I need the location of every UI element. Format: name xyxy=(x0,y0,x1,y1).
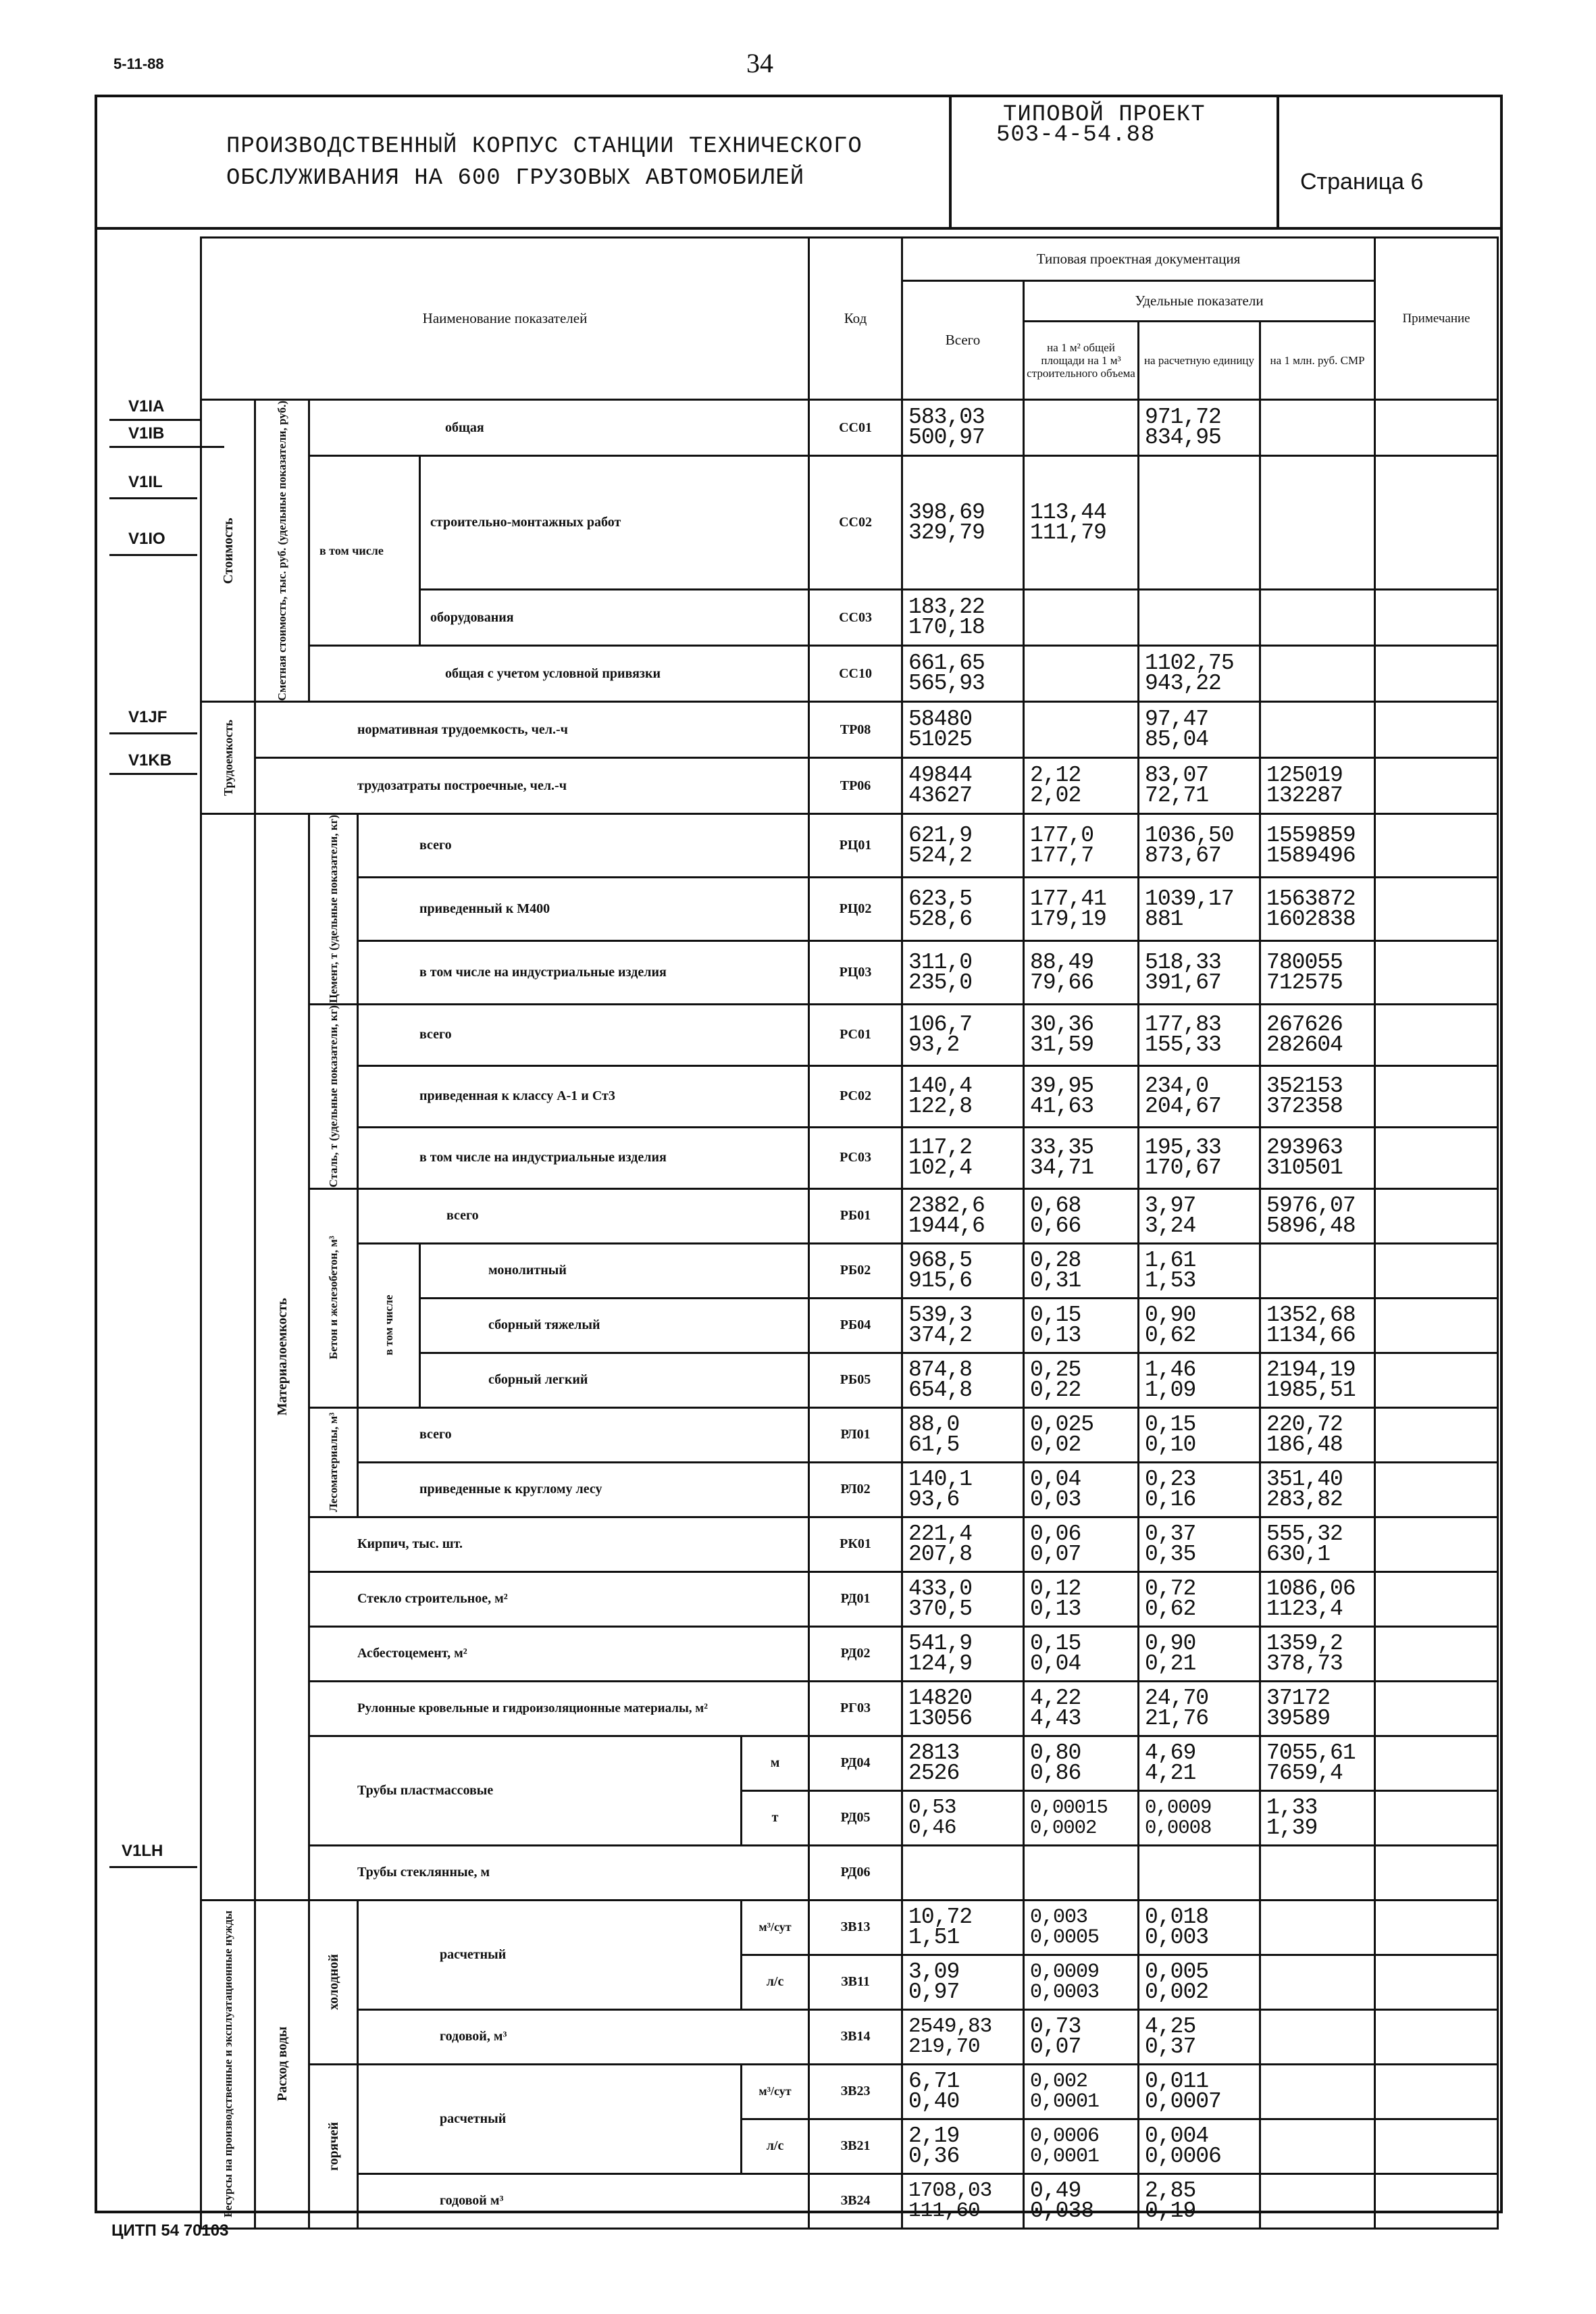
row-area: 4,22 4,43 xyxy=(1024,1681,1139,1736)
footer-code: ЦИТП 54 70103 xyxy=(111,2221,229,2240)
row-unit: 97,47 85,04 xyxy=(1139,702,1260,758)
table-row xyxy=(201,1845,1498,1900)
col-specific-group: Удельные показатели xyxy=(1024,281,1375,322)
row-code: РД01 xyxy=(809,1571,902,1626)
row-mln xyxy=(1260,590,1375,646)
row-code: РБ04 xyxy=(809,1298,902,1353)
row-total: 106,7 93,2 xyxy=(902,1005,1024,1066)
row-label: сборный легкий xyxy=(420,1353,809,1407)
row-total: 2,19 0,36 xyxy=(902,2119,1024,2173)
row-code: РЦ03 xyxy=(809,941,902,1005)
marker-v1kb: V1KB xyxy=(128,751,172,770)
row-area: 0,28 0,31 xyxy=(1024,1243,1139,1298)
table-row xyxy=(201,1626,1498,1681)
row-code: ЗВ23 xyxy=(809,2064,902,2119)
row-mln: 1559859 1589496 xyxy=(1260,814,1375,878)
col-doc-group: Типовая проектная документация xyxy=(902,238,1375,281)
title-line-2: ОБСЛУЖИВАНИЯ НА 600 ГРУЗОВЫХ АВТОМОБИЛЕЙ xyxy=(226,166,805,191)
row-total: 183,22 170,18 xyxy=(902,590,1024,646)
row-label: в том числе на индустриальные изделия xyxy=(358,941,809,1005)
row-mln: 37172 39589 xyxy=(1260,1681,1375,1736)
row-total: 3,09 0,97 xyxy=(902,1955,1024,2009)
row-area: 0,0006 0,0001 xyxy=(1024,2119,1139,2173)
row-mln xyxy=(1260,2009,1375,2064)
row-mln xyxy=(1260,2119,1375,2173)
row-unit: 177,83 155,33 xyxy=(1139,1005,1260,1066)
row-total: 661,65 565,93 xyxy=(902,646,1024,702)
row-mln xyxy=(1260,456,1375,590)
row-total: 2549,83 219,70 xyxy=(902,2009,1024,2064)
row-area: 0,003 0,0005 xyxy=(1024,1900,1139,1955)
row-unit: 0,005 0,002 xyxy=(1139,1955,1260,2009)
group-timber: Лесоматериалы, м³ xyxy=(309,1407,358,1517)
row-total: 14820 13056 xyxy=(902,1681,1024,1736)
row-label: строительно-монтажных работ xyxy=(420,456,809,590)
table-row xyxy=(201,878,1498,941)
row-label: трудозатраты построечные, чел.-ч xyxy=(255,758,809,814)
row-mln: 1359,2 378,73 xyxy=(1260,1626,1375,1681)
indicator-table xyxy=(200,399,1499,2230)
row-area: 33,35 34,71 xyxy=(1024,1127,1139,1188)
table-row xyxy=(201,758,1498,814)
sheet-label: Страница 6 xyxy=(1300,169,1424,195)
row-unit: 1,46 1,09 xyxy=(1139,1353,1260,1407)
group-labor: Трудоемкость xyxy=(201,702,255,814)
row-code: РК01 xyxy=(809,1517,902,1571)
table-row xyxy=(201,646,1498,702)
row-total: 621,9 524,2 xyxy=(902,814,1024,878)
group-cost: Стоимость xyxy=(201,400,255,702)
row-unit: 3,97 3,24 xyxy=(1139,1188,1260,1243)
row-unit: 0,0009 0,0008 xyxy=(1139,1790,1260,1845)
row-mln xyxy=(1260,1955,1375,2009)
row-total: 0,53 0,46 xyxy=(902,1790,1024,1845)
row-unit: 0,90 0,62 xyxy=(1139,1298,1260,1353)
row-total: 6,71 0,40 xyxy=(902,2064,1024,2119)
row-unit: 2,85 0,19 xyxy=(1139,2173,1260,2228)
row-area: 2,12 2,02 xyxy=(1024,758,1139,814)
col-per-area: на 1 м² общей площади на 1 м³ строительного объема xyxy=(1024,322,1139,400)
row-mln xyxy=(1260,1900,1375,1955)
row-label: приведенные к круглому лесу xyxy=(358,1462,809,1517)
row-area xyxy=(1024,646,1139,702)
col-code: Код xyxy=(809,238,902,400)
row-label: расчетный xyxy=(358,2064,742,2173)
row-area: 0,68 0,66 xyxy=(1024,1188,1139,1243)
row-code: ТР08 xyxy=(809,702,902,758)
row-label: Рулонные кровельные и гидроизоляционные материалы, м² xyxy=(309,1681,809,1736)
title-line-1: ПРОИЗВОДСТВЕННЫЙ КОРПУС СТАНЦИИ ТЕХНИЧЕСКОГО xyxy=(226,134,863,159)
row-label: Кирпич, тыс. шт. xyxy=(309,1517,809,1571)
row-area: 0,12 0,13 xyxy=(1024,1571,1139,1626)
table-row xyxy=(201,1005,1498,1066)
table-row xyxy=(201,1065,1498,1127)
row-label: оборудования xyxy=(420,590,809,646)
row-unit: 0,23 0,16 xyxy=(1139,1462,1260,1517)
row-area: 177,41 179,19 xyxy=(1024,878,1139,941)
row-area xyxy=(1024,702,1139,758)
row-area: 0,00015 0,0002 xyxy=(1024,1790,1139,1845)
row-total: 1708,03 111,60 xyxy=(902,2173,1024,2228)
row-unit: 0,90 0,21 xyxy=(1139,1626,1260,1681)
group-materials: Материалоемкость xyxy=(255,814,309,1900)
row-unit-label: м³/сут xyxy=(742,2064,809,2119)
project-label: ТИПОВОЙ ПРОЕКТ xyxy=(1003,102,1206,128)
group-concrete-incl: в том числе xyxy=(358,1243,420,1407)
table-row xyxy=(201,2173,1498,2228)
row-label: расчетный xyxy=(358,1900,742,2009)
table-row xyxy=(201,1571,1498,1626)
row-total: 140,4 122,8 xyxy=(902,1065,1024,1127)
marker-v1lh: V1LH xyxy=(122,1842,163,1860)
row-code: ЗВ21 xyxy=(809,2119,902,2173)
row-area xyxy=(1024,1845,1139,1900)
group-cement: Цемент, т (удельные показатели, кг) xyxy=(309,814,358,1005)
row-label: годовой, м³ xyxy=(358,2009,809,2064)
col-total: Всего xyxy=(902,281,1024,400)
row-code: ЗВ24 xyxy=(809,2173,902,2228)
marker-v1jf: V1JF xyxy=(128,708,168,726)
row-mln xyxy=(1260,2064,1375,2119)
row-area: 0,0009 0,0003 xyxy=(1024,1955,1139,2009)
row-mln: 352153 372358 xyxy=(1260,1065,1375,1127)
col-per-unit: на расчетную единицу xyxy=(1139,322,1260,400)
row-unit xyxy=(1139,590,1260,646)
row-total: 2813 2526 xyxy=(902,1736,1024,1790)
row-mln xyxy=(1260,2173,1375,2228)
row-code: РБ01 xyxy=(809,1188,902,1243)
row-unit: 0,018 0,003 xyxy=(1139,1900,1260,1955)
group-resources: Ресурсы на производственные и эксплуатационные нужды xyxy=(201,1900,255,2228)
row-unit: 971,72 834,95 xyxy=(1139,400,1260,456)
row-unit: 0,011 0,0007 xyxy=(1139,2064,1260,2119)
row-area: 30,36 31,59 xyxy=(1024,1005,1139,1066)
row-label: монолитный xyxy=(420,1243,809,1298)
page-number: 34 xyxy=(746,48,773,78)
col-note: Примечание xyxy=(1375,238,1498,400)
row-area: 39,95 41,63 xyxy=(1024,1065,1139,1127)
row-label: всего xyxy=(358,814,809,878)
row-total xyxy=(902,1845,1024,1900)
row-mln xyxy=(1260,400,1375,456)
marker-v1io: V1IO xyxy=(128,530,165,548)
group-cost-sub: Сметная стоимость, тыс. руб. (удельные показатели, руб.) xyxy=(255,400,309,702)
row-area xyxy=(1024,400,1139,456)
row-label: общая с учетом условной привязки xyxy=(309,646,809,702)
row-total: 311,0 235,0 xyxy=(902,941,1024,1005)
group-water: Расход воды xyxy=(255,1900,309,2228)
row-mln: 1563872 1602838 xyxy=(1260,878,1375,941)
row-mln: 267626 282604 xyxy=(1260,1005,1375,1066)
row-mln: 5976,07 5896,48 xyxy=(1260,1188,1375,1243)
row-label: Трубы пластмассовые xyxy=(309,1736,742,1845)
group-hot: горячей xyxy=(309,2064,358,2228)
materials-spacer xyxy=(201,814,255,1900)
table-row xyxy=(201,1900,1498,1955)
row-unit: 1039,17 881 xyxy=(1139,878,1260,941)
row-mln: 351,40 283,82 xyxy=(1260,1462,1375,1517)
row-total: 398,69 329,79 xyxy=(902,456,1024,590)
row-code: ЗВ14 xyxy=(809,2009,902,2064)
row-mln: 1,33 1,39 xyxy=(1260,1790,1375,1845)
table-row xyxy=(201,456,1498,590)
row-total: 433,0 370,5 xyxy=(902,1571,1024,1626)
row-mln xyxy=(1260,646,1375,702)
row-code: ЗВ13 xyxy=(809,1900,902,1955)
row-code: ТР06 xyxy=(809,758,902,814)
row-code: РБ05 xyxy=(809,1353,902,1407)
row-area: 0,49 0,038 xyxy=(1024,2173,1139,2228)
row-unit-label: т xyxy=(742,1790,809,1845)
row-unit: 0,15 0,10 xyxy=(1139,1407,1260,1462)
row-label: приведенная к классу А-1 и Ст3 xyxy=(358,1065,809,1127)
marker-v1il: V1IL xyxy=(128,473,163,491)
row-unit: 4,25 0,37 xyxy=(1139,2009,1260,2064)
row-total: 88,0 61,5 xyxy=(902,1407,1024,1462)
row-label: всего xyxy=(358,1005,809,1066)
row-unit: 1,61 1,53 xyxy=(1139,1243,1260,1298)
row-area: 0,025 0,02 xyxy=(1024,1407,1139,1462)
row-total: 623,5 528,6 xyxy=(902,878,1024,941)
group-cold: холодной xyxy=(309,1900,358,2064)
table-row xyxy=(201,1681,1498,1736)
table-row xyxy=(201,2064,1498,2119)
row-total: 583,03 500,97 xyxy=(902,400,1024,456)
row-total: 140,1 93,6 xyxy=(902,1462,1024,1517)
row-mln: 220,72 186,48 xyxy=(1260,1407,1375,1462)
row-mln: 555,32 630,1 xyxy=(1260,1517,1375,1571)
row-area: 0,15 0,04 xyxy=(1024,1626,1139,1681)
row-code: СС02 xyxy=(809,456,902,590)
row-code: СС10 xyxy=(809,646,902,702)
row-unit: 518,33 391,67 xyxy=(1139,941,1260,1005)
table-row xyxy=(201,1243,1498,1298)
group-incl: в том числе xyxy=(309,456,420,646)
row-code: РС03 xyxy=(809,1127,902,1188)
group-steel: Сталь, т (удельные показатели, кг) xyxy=(309,1005,358,1189)
row-mln: 1086,06 1123,4 xyxy=(1260,1571,1375,1626)
row-unit: 4,69 4,21 xyxy=(1139,1736,1260,1790)
table-row xyxy=(201,1462,1498,1517)
row-unit: 0,004 0,0006 xyxy=(1139,2119,1260,2173)
row-mln: 1352,68 1134,66 xyxy=(1260,1298,1375,1353)
row-area: 0,15 0,13 xyxy=(1024,1298,1139,1353)
row-total: 968,5 915,6 xyxy=(902,1243,1024,1298)
row-label: годовой м³ xyxy=(358,2173,809,2228)
row-unit: 0,72 0,62 xyxy=(1139,1571,1260,1626)
row-code: РС02 xyxy=(809,1065,902,1127)
row-mln: 780055 712575 xyxy=(1260,941,1375,1005)
row-label: общая xyxy=(309,400,809,456)
row-mln xyxy=(1260,702,1375,758)
row-label: Стекло строительное, м² xyxy=(309,1571,809,1626)
row-area: 0,002 0,0001 xyxy=(1024,2064,1139,2119)
title-block xyxy=(95,95,1503,230)
row-area: 88,49 79,66 xyxy=(1024,941,1139,1005)
row-label: Трубы стеклянные, м xyxy=(309,1845,809,1900)
row-total: 541,9 124,9 xyxy=(902,1626,1024,1681)
row-area: 177,0 177,7 xyxy=(1024,814,1139,878)
column-header xyxy=(200,236,1499,401)
row-code: РД06 xyxy=(809,1845,902,1900)
row-mln: 2194,19 1985,51 xyxy=(1260,1353,1375,1407)
row-unit: 195,33 170,67 xyxy=(1139,1127,1260,1188)
row-total: 2382,6 1944,6 xyxy=(902,1188,1024,1243)
row-label: в том числе на индустриальные изделия xyxy=(358,1127,809,1188)
table-row xyxy=(201,702,1498,758)
row-area xyxy=(1024,590,1139,646)
table-row xyxy=(201,814,1498,878)
row-label: всего xyxy=(358,1407,809,1462)
row-total: 49844 43627 xyxy=(902,758,1024,814)
table-row xyxy=(201,2009,1498,2064)
table-row xyxy=(201,400,1498,456)
row-code: РД02 xyxy=(809,1626,902,1681)
row-unit xyxy=(1139,1845,1260,1900)
row-area: 0,04 0,03 xyxy=(1024,1462,1139,1517)
row-mln xyxy=(1260,1243,1375,1298)
group-concrete: Бетон и железобетон, м³ xyxy=(309,1188,358,1407)
row-code: РС01 xyxy=(809,1005,902,1066)
row-area: 0,80 0,86 xyxy=(1024,1736,1139,1790)
row-mln: 293963 310501 xyxy=(1260,1127,1375,1188)
row-label: приведенный к М400 xyxy=(358,878,809,941)
table-row xyxy=(201,941,1498,1005)
row-unit-label: л/с xyxy=(742,2119,809,2173)
row-code: РД05 xyxy=(809,1790,902,1845)
row-total: 221,4 207,8 xyxy=(902,1517,1024,1571)
row-code: РЦ02 xyxy=(809,878,902,941)
row-area: 0,06 0,07 xyxy=(1024,1517,1139,1571)
row-mln: 125019 132287 xyxy=(1260,758,1375,814)
row-unit: 1102,75 943,22 xyxy=(1139,646,1260,702)
row-total: 58480 51025 xyxy=(902,702,1024,758)
row-code: РГ03 xyxy=(809,1681,902,1736)
table-row xyxy=(201,1127,1498,1188)
row-mln: 7055,61 7659,4 xyxy=(1260,1736,1375,1790)
doc-code: 5-11-88 xyxy=(113,55,164,72)
row-total: 117,2 102,4 xyxy=(902,1127,1024,1188)
table-row xyxy=(201,1188,1498,1243)
row-label: нормативная трудоемкость, чел.-ч xyxy=(255,702,809,758)
row-code: РЦ01 xyxy=(809,814,902,878)
table-row xyxy=(201,1736,1498,1790)
row-unit: 0,37 0,35 xyxy=(1139,1517,1260,1571)
row-unit: 234,0 204,67 xyxy=(1139,1065,1260,1127)
row-mln xyxy=(1260,1845,1375,1900)
row-unit-label: л/с xyxy=(742,1955,809,2009)
table-row xyxy=(201,1407,1498,1462)
row-total: 539,3 374,2 xyxy=(902,1298,1024,1353)
row-code: РЛ02 xyxy=(809,1462,902,1517)
row-area: 0,25 0,22 xyxy=(1024,1353,1139,1407)
col-indicator: Наименование показателей xyxy=(201,238,809,400)
row-label: сборный тяжелый xyxy=(420,1298,809,1353)
marker-v1ia: V1IA xyxy=(128,397,165,416)
row-unit xyxy=(1139,456,1260,590)
table-row xyxy=(201,1517,1498,1571)
row-area: 0,73 0,07 xyxy=(1024,2009,1139,2064)
col-per-mln: на 1 млн. руб. СМР xyxy=(1260,322,1375,400)
row-unit: 83,07 72,71 xyxy=(1139,758,1260,814)
row-code: СС03 xyxy=(809,590,902,646)
row-code: РЛ01 xyxy=(809,1407,902,1462)
row-unit: 1036,50 873,67 xyxy=(1139,814,1260,878)
marker-v1ib: V1IB xyxy=(128,424,165,443)
row-code: РД04 xyxy=(809,1736,902,1790)
row-unit-label: м³/сут xyxy=(742,1900,809,1955)
row-code: ЗВ11 xyxy=(809,1955,902,2009)
project-number: 503-4-54.88 xyxy=(996,122,1156,148)
row-total: 874,8 654,8 xyxy=(902,1353,1024,1407)
row-code: РБ02 xyxy=(809,1243,902,1298)
row-label: всего xyxy=(358,1188,809,1243)
row-code: СС01 xyxy=(809,400,902,456)
row-label: Асбестоцемент, м² xyxy=(309,1626,809,1681)
row-area: 113,44 111,79 xyxy=(1024,456,1139,590)
row-total: 10,72 1,51 xyxy=(902,1900,1024,1955)
row-unit: 24,70 21,76 xyxy=(1139,1681,1260,1736)
row-unit-label: м xyxy=(742,1736,809,1790)
